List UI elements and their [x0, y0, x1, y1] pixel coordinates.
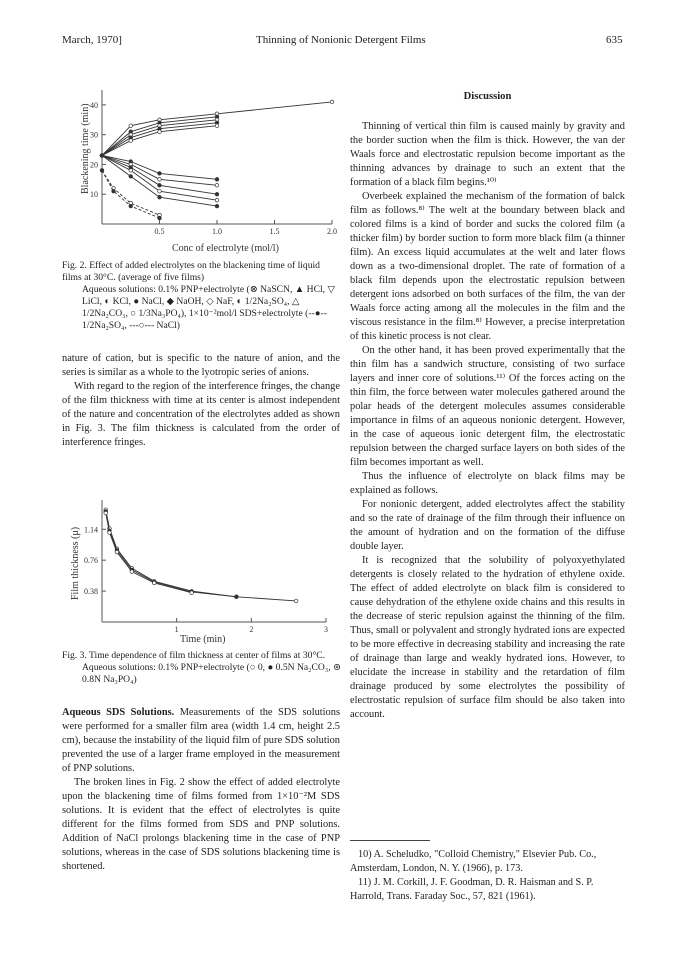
paragraph: It is recognized that the solubility of polyoxyethylated detergents is closely related to the hydration of ethylene oxide. The effect of added electrolyte on black film is considered to cause dehydration of the ethylene oxide chains and this results in the decrease of steric repulsion against the thinning of the film. Thus, small or polyvalent and strongly hydrated ions are expected to be more effective in decreasing stability and increasing the rate of drainage than large and weakly hydrated ions. However, to elucidate the increase in stability and the retardation of film drainage produced by some electrolytes the possibility of electrostatic repulsion of surface film should be also taken into account.: [350, 555, 625, 720]
running-head-title: Thinning of Nonionic Detergent Films: [256, 34, 426, 46]
data-point: [112, 189, 116, 193]
paragraph: With regard to the region of the interference fringes, the change of the film thickness with time at its center is almost independent of the nature and concentration of the electrolytes added as shown in Fig. 3. The film thickness is calculated from the order of interference fringes.: [62, 381, 340, 448]
paragraph: Measurements of the SDS solutions were performed for a smaller film area (width 1.4 cm, height 2.5 cm), because the instability of the liquid film of pure SDS solution prevented the use of a larger frame employed in the measurement of PNP solutions.: [62, 707, 340, 774]
data-point: [330, 100, 334, 104]
data-point: [108, 531, 112, 535]
data-point: [100, 169, 104, 173]
paragraph: Overbeek explained the mechanism of the formation of balck film as follows.⁸⁾ The welt at the boundary between black and colored films is a kind of border and sucks the colored film (a thicker film) by border suction to form more black film (a thinner film). An excess liquid accumulates at the welt and later flows down as a two-dimensional droplet. The rate of formation of a black film depends upon the electrostatic repulsion between detergent ions adsorbed on both surfaces of the film, the van der Waals force acting among all the molecules in the film and the viscous resistance in the film.⁸⁾ However, a precise interpretation of this kinetic process is not clear.: [350, 191, 625, 342]
right-column: [350, 90, 625, 722]
page-number: 635: [606, 34, 623, 46]
data-point: [129, 204, 133, 208]
running-head-date: March, 1970]: [62, 34, 122, 46]
data-point: [215, 204, 219, 208]
paragraph: Thinning of vertical thin film is caused mainly by gravity and the border suction when the film is thick. However, the van der Waals force and electrostatic repulsion become important as the thinning advances by drainage to such an extent that the formation of a black film begins.¹⁰⁾: [350, 121, 625, 188]
section-subheading: Aqueous SDS Solutions.: [62, 707, 175, 718]
left-column-lower: [62, 706, 340, 874]
fig3-x-axis-label: Time (min): [180, 634, 226, 644]
x-tick-label: 1.5: [269, 227, 280, 236]
x-tick-label: 3: [324, 625, 328, 634]
reference-10: 10) A. Scheludko, "Colloid Chemistry," Elsevier Pub. Co., Amsterdam, London, N. Y. (1966), p. 173.: [350, 849, 597, 874]
data-point: [100, 154, 104, 158]
fig2-caption-title: Fig. 2. Effect of added electrolytes on the blackening time of liquid films at 30°C. (average of five films): [62, 260, 320, 283]
fig2-axes: [102, 90, 332, 224]
data-point: [130, 570, 134, 574]
paragraph: For nonionic detergent, added electrolytes affect the stability and so the rate of drainage of the film through their influence on the amount of hydration and on the formation of the diffuse double layer.: [350, 499, 625, 552]
series-line: [102, 156, 217, 180]
data-point: [235, 595, 239, 599]
x-tick-label: 1: [174, 625, 179, 634]
data-point: [115, 550, 119, 554]
reference-11: 11) J. M. Corkill, J. F. Goodman, D. R. Haisman and S. P. Harrold, Trans. Faraday Soc., 57, 821 (1961).: [350, 877, 594, 902]
fig2-x-axis-label: Conc of electrolyte (mol/l): [172, 243, 279, 254]
y-tick-label: 40: [90, 100, 98, 110]
fig2-y-axis-label: Blackening time (min): [80, 103, 91, 194]
series-line: [106, 511, 237, 596]
data-point: [158, 195, 162, 199]
data-point: [129, 169, 133, 173]
series-line: [102, 102, 332, 156]
fig3-caption-legend: Aqueous solutions: 0.1% PNP+electrolyte (○ 0, ● 0.5N Na₂CO₃, ⊚ 0.8N Na₃PO₄): [82, 662, 342, 685]
y-tick-label: 0.76: [84, 556, 98, 566]
data-point: [158, 130, 162, 134]
figure-3-chart: [62, 494, 352, 644]
fig3-caption-title: Fig. 3. Time dependence of film thickness at center of films at 30°C.: [62, 650, 326, 661]
data-point: [158, 183, 162, 187]
fig2-caption-legend: Aqueous solutions: 0.1% PNP+electrolyte (⊗ NaSCN, ▲ HCl, ▽ LiCl, ◐ KCl, ● NaCl, ◆ NaOH, ◇ NaF, ◐ 1/2Na₂SO₄, △ 1/2Na₂CO₃, ○ 1/3Na₃PO₄), 1×10⁻²mol/l SDS+electrolyte (--●-- 1/2Na₂SO₄, ---○--- NaCl): [82, 284, 335, 331]
data-point: [158, 172, 162, 176]
data-point: [158, 189, 162, 193]
references: [350, 848, 630, 904]
figure-3-caption: [62, 650, 342, 686]
y-tick-label: 10: [90, 190, 98, 200]
paragraph: On the other hand, it has been proved experimentally that the thin film has a sandwich structure, consisting of two surface layers and inner core of solutions.¹¹⁾ Of the forces acting on the thin film, the force between water molecules gathered around the polar heads of the detergent molecules assumes considerable importance in films of an aqueous nonionic detergent. However, in the case of aqueous ionic detergent film, the electrostatic repulsion between the charged surface layers on both sides of the film becomes important as well.: [350, 345, 625, 468]
data-point: [158, 178, 162, 182]
data-point: [215, 178, 219, 182]
paragraph: nature of cation, but is specific to the nature of anion, and the series is similar as a whole to the lyotropic series of anions.: [62, 353, 340, 378]
data-point: [215, 124, 219, 128]
footnote-rule: [350, 840, 430, 841]
data-point: [215, 183, 219, 187]
fig3-axes: [102, 500, 326, 622]
data-point: [215, 192, 219, 196]
x-tick-label: 1.0: [212, 227, 222, 236]
data-point: [104, 511, 108, 515]
paragraph: Thus the influence of electrolyte on black films may be explained as follows.: [350, 471, 625, 496]
x-tick-label: 2: [249, 625, 254, 634]
y-tick-label: 30: [90, 130, 98, 140]
y-tick-label: 0.38: [84, 587, 98, 597]
section-heading: Discussion: [463, 91, 512, 102]
x-tick-label: 2.0: [327, 227, 337, 236]
figure-2-chart: [62, 82, 362, 257]
series-line: [106, 510, 296, 601]
data-point: [129, 124, 133, 128]
data-point: [152, 581, 156, 585]
data-point: [129, 139, 133, 143]
x-tick-label: 0.5: [154, 227, 165, 236]
y-tick-label: 1.14: [84, 525, 98, 535]
data-point: [215, 198, 219, 202]
figure-2-caption: [62, 260, 342, 332]
fig3-y-axis-label: Film thickness (μ): [70, 526, 81, 600]
data-point: [129, 175, 133, 179]
left-column-upper: [62, 352, 340, 450]
data-point: [158, 216, 162, 220]
y-tick-label: 20: [90, 160, 98, 170]
paragraph: The broken lines in Fig. 2 show the effect of added electrolyte upon the blackening time of films formed from 1×10⁻²M SDS solutions. It is evident that the effect of electrolytes is quite different for the films formed from SDS and PNP solutions. Addition of NaCl prolongs blackening time in the case of PNP solutions, whereas in the case of SDS solutions blackening time is shortened.: [62, 777, 340, 872]
data-point: [294, 599, 298, 603]
data-point: [190, 591, 194, 595]
